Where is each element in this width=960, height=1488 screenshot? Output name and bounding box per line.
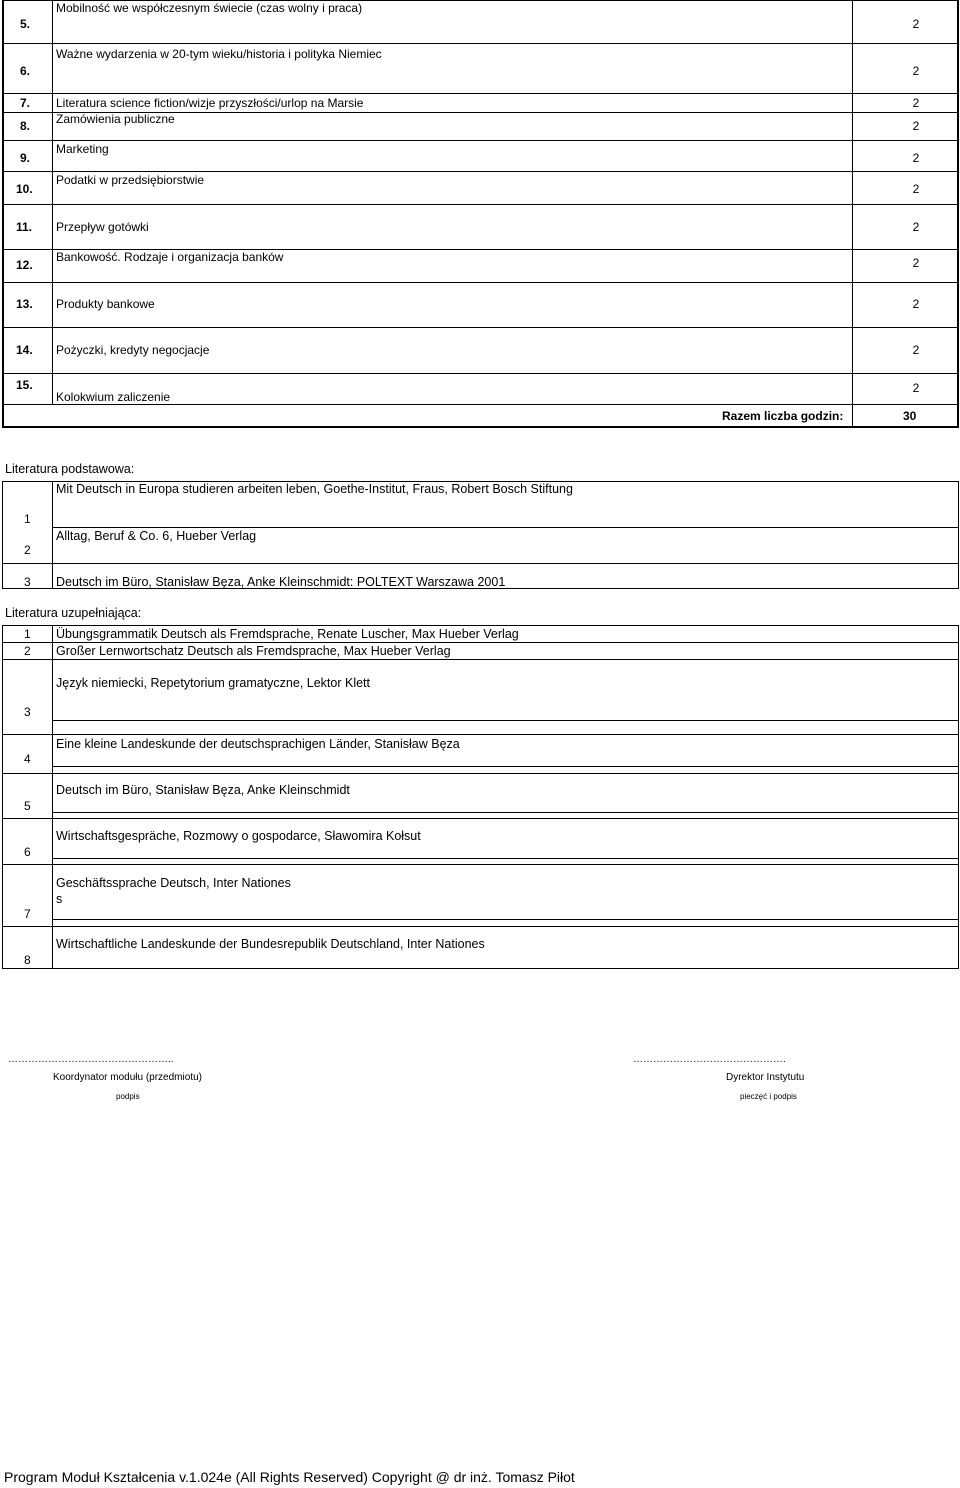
topic-number: 6. bbox=[20, 64, 31, 78]
item-number: 2 bbox=[24, 543, 31, 557]
topic-number: 5. bbox=[20, 17, 31, 31]
signature-dots: ………………………………………. bbox=[633, 1054, 786, 1065]
item-number: 1 bbox=[24, 512, 31, 526]
item-text: Übungsgrammatik Deutsch als Fremdsprache, Renate Luscher, Max Hueber Verlag bbox=[56, 627, 519, 641]
total-label: Razem liczba godzin: bbox=[722, 409, 844, 423]
item-number: 3 bbox=[24, 575, 31, 589]
topic-title: Marketing bbox=[56, 142, 109, 156]
topic-number: 7. bbox=[20, 96, 31, 110]
item-text: Geschäftssprache Deutsch, Inter Nationes bbox=[56, 876, 291, 890]
item-text: Großer Lernwortschatz Deutsch als Fremdsprache, Max Hueber Verlag bbox=[56, 644, 451, 658]
topic-number: 9. bbox=[20, 151, 31, 165]
item-number: 2 bbox=[24, 644, 31, 658]
topic-title: Literatura science fiction/wizje przyszłości/urlop na Marsie bbox=[56, 96, 364, 110]
topic-title: Mobilność we współczesnym świecie (czas wolny i praca) bbox=[56, 1, 363, 15]
item-text-continuation: s bbox=[56, 892, 63, 906]
topic-hours: 2 bbox=[912, 182, 920, 196]
signature-role: Dyrektor Instytutu bbox=[726, 1072, 805, 1083]
topic-title: Kolokwium zaliczenie bbox=[56, 390, 171, 404]
item-number: 1 bbox=[24, 627, 31, 641]
topic-hours: 2 bbox=[912, 297, 920, 311]
topic-number: 13. bbox=[16, 297, 33, 311]
topic-number: 10. bbox=[16, 182, 33, 196]
item-text: Deutsch im Büro, Stanisław Bęza, Anke Kleinschmidt bbox=[56, 783, 350, 797]
topic-hours: 2 bbox=[912, 220, 920, 234]
item-number: 6 bbox=[24, 845, 31, 859]
item-text: Alltag, Beruf & Co. 6, Hueber Verlag bbox=[56, 529, 257, 543]
topic-number: 8. bbox=[20, 119, 31, 133]
topic-title: Ważne wydarzenia w 20-tym wieku/historia i polityka Niemiec bbox=[56, 47, 382, 61]
item-number: 7 bbox=[24, 907, 31, 921]
topic-hours: 2 bbox=[912, 17, 920, 31]
total-value: 30 bbox=[903, 409, 917, 423]
item-text: Język niemiecki, Repetytorium gramatyczne, Lektor Klett bbox=[56, 676, 371, 690]
item-number: 4 bbox=[24, 752, 31, 766]
topic-title: Zamówienia publiczne bbox=[56, 112, 175, 126]
topic-number: 14. bbox=[16, 343, 33, 357]
item-number: 8 bbox=[24, 953, 31, 967]
signature-note: podpis bbox=[116, 1092, 140, 1101]
topic-hours: 2 bbox=[912, 96, 920, 110]
topic-number: 12. bbox=[16, 258, 33, 272]
item-text: Deutsch im Büro, Stanisław Bęza, Anke Kleinschmidt: POLTEXT Warszawa 2001 bbox=[56, 575, 506, 589]
topic-hours: 2 bbox=[912, 381, 920, 395]
topic-title: Produkty bankowe bbox=[56, 297, 155, 311]
item-number: 5 bbox=[24, 799, 31, 813]
topic-title: Przepływ gotówki bbox=[56, 220, 149, 234]
supplementary-literature-heading: Literatura uzupełniająca: bbox=[5, 606, 142, 620]
topic-title: Pożyczki, kredyty negocjacje bbox=[56, 343, 210, 357]
item-text: Mit Deutsch in Europa studieren arbeiten leben, Goethe-Institut, Fraus, Robert Bosch Stiftung bbox=[56, 482, 573, 496]
topic-number: 15. bbox=[16, 378, 33, 392]
topic-hours: 2 bbox=[912, 119, 920, 133]
item-text: Wirtschaftsgespräche, Rozmowy o gospodarce, Sławomira Kołsut bbox=[56, 829, 421, 843]
footer-copyright: Program Moduł Kształcenia v.1.024e (All Rights Reserved) Copyright @ dr inż. Tomasz Piłot bbox=[4, 1469, 575, 1485]
item-number: 3 bbox=[24, 705, 31, 719]
topic-hours: 2 bbox=[912, 256, 920, 270]
topic-title: Podatki w przedsiębiorstwie bbox=[56, 173, 205, 187]
topic-hours: 2 bbox=[912, 151, 920, 165]
signature-note: pieczęć i podpis bbox=[740, 1092, 797, 1101]
signature-dots: ………………………………………….. bbox=[8, 1054, 174, 1065]
topic-title: Bankowość. Rodzaje i organizacja banków bbox=[56, 250, 284, 264]
item-text: Wirtschaftliche Landeskunde der Bundesrepublik Deutschland, Inter Nationes bbox=[56, 937, 485, 951]
basic-literature-heading: Literatura podstawowa: bbox=[5, 462, 135, 476]
topic-hours: 2 bbox=[912, 64, 920, 78]
signature-role: Koordynator modułu (przedmiotu) bbox=[53, 1072, 202, 1083]
topic-number: 11. bbox=[16, 220, 33, 234]
item-text: Eine kleine Landeskunde der deutschsprachigen Länder, Stanisław Bęza bbox=[56, 737, 460, 751]
topic-hours: 2 bbox=[912, 343, 920, 357]
